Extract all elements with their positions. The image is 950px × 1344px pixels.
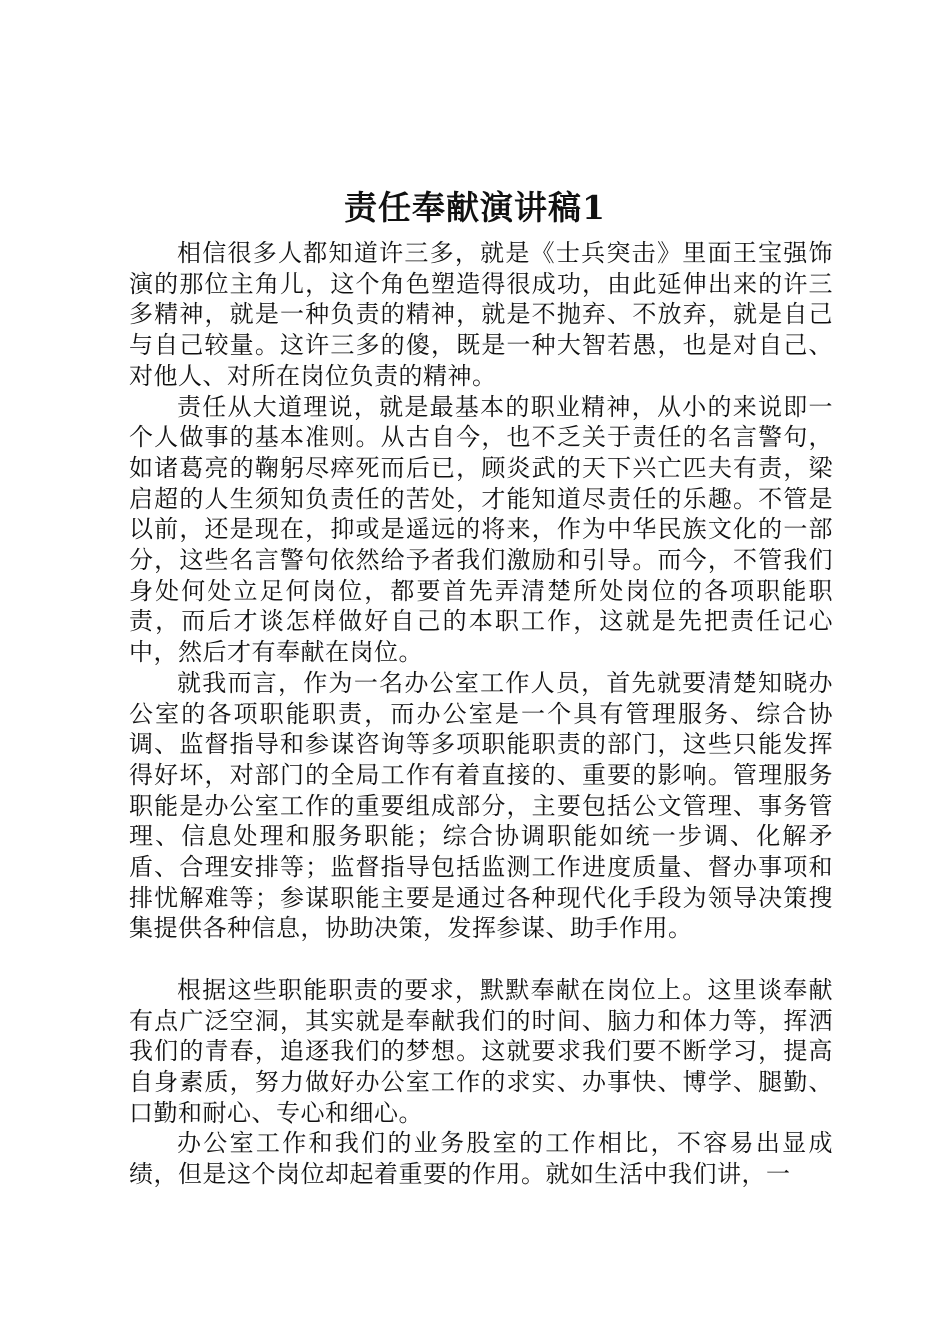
- paragraph-1: 相信很多人都知道许三多，就是《士兵突击》里面王宝强饰演的那位主角儿，这个角色塑造得很成功，由此延伸出来的许三多精神，就是一种负责的精神，就是不抛弃、不放弃，就是自己与自己较量。这许三多的傻，既是一种大智若愚，也是对自己、对他人、对所在岗位负责的精神。: [129, 239, 833, 390]
- paragraph-4: 根据这些职能职责的要求，默默奉献在岗位上。这里谈奉献有点广泛空洞，其实就是奉献我们的时间、脑力和体力等，挥洒我们的青春，追逐我们的梦想。这就要求我们要不断学习，提高自身素质，努力做好办公室工作的求实、办事快、博学、腿勤、口勤和耐心、专心和细心。: [129, 975, 833, 1127]
- document-body: [129, 238, 833, 1190]
- paragraph-gap: [129, 944, 833, 975]
- paragraph-2: 责任从大道理说，就是最基本的职业精神，从小的来说即一个人做事的基本准则。从古自今，也不乏关于责任的名言警句，如诸葛亮的鞠躬尽瘁死而后已，顾炎武的天下兴亡匹夫有责，梁启超的人生须知负责任的苦处，才能知道尽责任的乐趣。不管是以前，还是现在，抑或是遥远的将来，作为中华民族文化的一部分，这些名言警句依然给予者我们激励和引导。而今，不管我们身处何处立足何岗位，都要首先弄清楚所处岗位的各项职能职责，而后才谈怎样做好自己的本职工作，这就是先把责任记心中，然后才有奉献在岗位。: [129, 392, 833, 667]
- document-title: 责任奉献演讲稿1: [344, 188, 606, 227]
- paragraph-3: 就我而言，作为一名办公室工作人员，首先就要清楚知晓办公室的各项职能职责，而办公室是一个具有管理服务、综合协调、监督指导和参谋咨询等多项职能职责的部门，这些只能发挥得好坏，对部门的全局工作有着直接的、重要的影响。管理服务职能是办公室工作的重要组成部分，主要包括公文管理、事务管理、信息处理和服务职能；综合协调职能如统一步调、化解矛盾、合理安排等；监督指导包括监测工作进度质量、督办事项和排忧解难等；参谋职能主要是通过各种现代化手段为领导决策搜集提供各种信息，协助决策，发挥参谋、助手作用。: [129, 668, 833, 943]
- paragraph-5: 办公室工作和我们的业务股室的工作相比，不容易出显成绩，但是这个岗位却起着重要的作用。就如生活中我们讲，一: [129, 1129, 833, 1189]
